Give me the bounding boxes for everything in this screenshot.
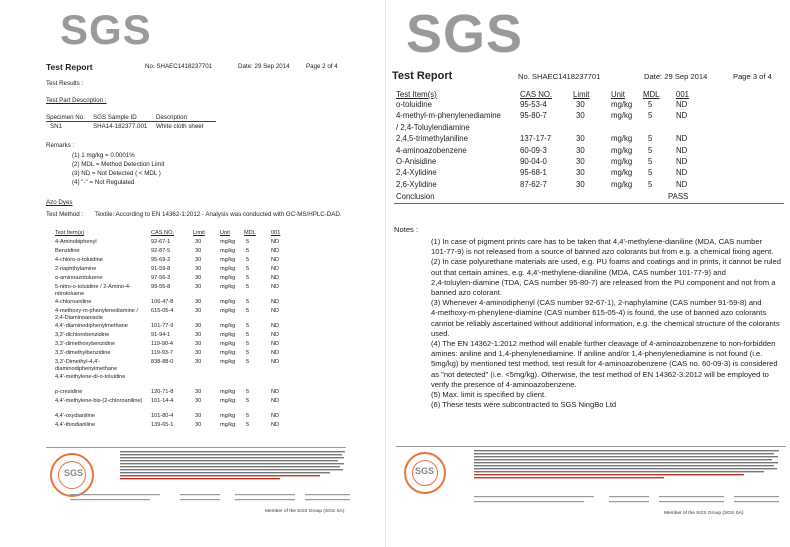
cell-limit: 30: [195, 299, 202, 305]
cell-cas: 101-77-9: [151, 323, 174, 329]
cell-limit: 30: [195, 284, 202, 290]
cell-cas: 97-56-3: [151, 275, 171, 281]
col-header: Unit: [220, 230, 230, 236]
table-header-row: [0, 230, 385, 238]
cell-mdl: 5: [648, 134, 653, 144]
cell-res: ND: [271, 389, 280, 395]
cell-limit: 30: [195, 248, 202, 254]
sample-id: SHA14-182377.001: [93, 123, 148, 130]
notes-label: Notes :: [394, 225, 419, 234]
table-row: [0, 239, 385, 247]
cell-item: 4-methoxy-m-phenylenediamine / 2,4-Diaminoanisole: [55, 308, 139, 321]
cell-res: ND: [676, 100, 688, 109]
col-header: Test Item(s): [396, 90, 437, 99]
sgs-logo: SGS: [406, 4, 524, 64]
sgs-logo: SGS: [60, 6, 152, 53]
cell-unit: mg/kg: [220, 413, 236, 419]
report-date: Date: 29 Sep 2014: [644, 72, 708, 81]
cell-item: O-Anisidine: [396, 157, 437, 166]
cell-mdl: 5: [246, 359, 250, 365]
cell-limit: 30: [195, 359, 202, 365]
page-number: Page 2 of 4: [306, 63, 338, 70]
cell-res: ND: [271, 341, 280, 347]
cell-mdl: 5: [648, 168, 653, 178]
cell-res: ND: [676, 157, 688, 166]
method-label: Test Method :: [46, 211, 84, 218]
cell-unit: mg/kg: [611, 134, 633, 144]
specimen-no: SN1: [50, 123, 63, 130]
conclusion-value: PASS: [668, 192, 689, 201]
cell-unit: mg/kg: [611, 100, 633, 109]
note-line: (4) The EN 14362-1:2012 method will enable further cleavage of 4-aminoazobenzene to non-forbidden: [431, 339, 776, 348]
cell-mdl: 5: [246, 398, 250, 404]
cell-mdl: 5: [246, 275, 250, 281]
note-line: amines: aniline and 1,4-phenylenediamine. If aniline and/or 1,4-phenylenediamine is not found (i.e.: [431, 349, 763, 359]
cell-res: ND: [271, 299, 280, 305]
cell-res: ND: [271, 266, 280, 272]
cell-res: ND: [676, 111, 688, 121]
cell-cas: 60-09-3: [520, 145, 547, 155]
note-line: used.: [431, 328, 450, 338]
cell-cas: 838-88-0: [151, 359, 174, 365]
cell-mdl: 5: [648, 157, 653, 166]
cell-item: 3,3'-dichlorobenzidine: [55, 332, 110, 338]
cell-mdl: 5: [648, 179, 653, 189]
col-header: Unit: [611, 90, 625, 99]
cell-unit: mg/kg: [220, 332, 236, 338]
col-header: Test Item(s): [55, 230, 85, 236]
cell-res: ND: [271, 239, 280, 245]
cell-cas: 101-14-4: [151, 398, 174, 404]
cell-cas: 91-59-8: [151, 266, 171, 272]
cell-mdl: 5: [648, 100, 653, 109]
col-header: CAS NO.: [520, 90, 553, 99]
col-header: Limit: [573, 90, 590, 99]
cell-unit: mg/kg: [220, 341, 236, 347]
note-line: (1) In case of pigment prints care has to be taken that 4,4'-methylene-dianiline (MDA, CAS number: [431, 237, 763, 246]
table-row: [0, 323, 385, 331]
sample-description: White cloth sheet: [156, 123, 204, 130]
cell-mdl: 5: [246, 248, 250, 254]
table-row: [0, 266, 385, 274]
cell-item: 2,6-Xylidine: [396, 179, 437, 189]
cell-unit: mg/kg: [220, 239, 236, 245]
method-text: Textile: According to EN 14362-1:2012 - Analysis was conducted with GC-MS/HPLC-DAD.: [95, 211, 342, 218]
cell-item: 4-Aminobiphenyl: [55, 239, 97, 245]
stamp-logo-text: SGS: [415, 466, 435, 476]
cell-cas: 119-93-7: [151, 350, 173, 356]
cell-unit: mg/kg: [611, 168, 633, 178]
cell-unit: mg/kg: [220, 299, 236, 305]
table-row: [0, 248, 385, 256]
cell-mdl: 5: [246, 389, 250, 395]
cell-mdl: 5: [246, 284, 250, 290]
stamp-logo-text: SGS: [64, 468, 84, 478]
cell-res: ND: [676, 168, 688, 178]
cell-cas: 119-90-4: [151, 341, 173, 347]
cell-res: ND: [676, 134, 688, 144]
cell-item: 4,4'-methylene-bis-(2-chloroaniline): [55, 398, 143, 404]
page-title: Test Report: [392, 70, 453, 82]
remark-item: (2) MDL = Method Detection Limit: [72, 161, 165, 168]
page-number: Page 3 of 4: [733, 72, 772, 81]
member-line: Member of the SGS Group (SGS SA): [664, 511, 744, 516]
cell-item: 3,3'-dimethylbenzidine: [55, 350, 111, 356]
cell-mdl: 5: [246, 299, 250, 305]
cell-item: 4-methyl-m-phenylenediamine: [396, 111, 501, 121]
cell-mdl: 5: [246, 332, 250, 338]
note-line: 5mg/kg) by mentioned test method, test result for 4-aminoazobenzene (CAS no. 60-09-3) is considered: [431, 359, 778, 369]
report-date: Date: 29 Sep 2014: [238, 63, 290, 70]
table-row: [0, 422, 385, 430]
cell-mdl: 5: [246, 257, 250, 263]
cell-res: ND: [271, 308, 280, 314]
section-title: Azo Dyes: [46, 199, 73, 206]
cell-limit: 30: [195, 398, 202, 404]
table-row: [0, 284, 385, 297]
specimen-header: Specimen No.: [46, 114, 85, 121]
cell-res: ND: [271, 323, 280, 329]
cell-res: ND: [271, 422, 280, 428]
cell-limit: 30: [195, 308, 202, 314]
cell-res: ND: [271, 413, 280, 419]
note-line: verify the presence of 4-aminoazobenzene.: [431, 379, 577, 389]
cell-unit: mg/kg: [220, 323, 236, 329]
cell-cas: 95-68-1: [520, 168, 547, 178]
cell-item: 3,3'-Dimethyl-4,4'-diaminodiphenylmethane: [55, 359, 118, 372]
table-row: [0, 308, 385, 321]
cell-unit: mg/kg: [220, 389, 236, 395]
cell-limit: 30: [576, 134, 585, 144]
cell-limit: 30: [195, 422, 202, 428]
note-line: (6) These tests were subcontracted to SGS NingBo Ltd: [431, 400, 617, 410]
cell-item: 3,3'-dimethoxybenzidine: [55, 341, 116, 347]
report-number: No. SHAEC1418237701: [145, 63, 213, 70]
table-row: [0, 413, 385, 421]
cell-item: 2,4-Xylidine: [396, 168, 437, 178]
address-lines: [70, 493, 350, 505]
cell-mdl: 5: [246, 350, 250, 356]
cell-mdl: 5: [246, 422, 250, 428]
legal-fine-print: [120, 450, 345, 490]
cell-limit: 30: [195, 350, 202, 356]
table-row: [0, 398, 385, 406]
cell-cas: 106-47-8: [151, 299, 174, 305]
cell-item: 5-nitro-o-toluidine / 2-Amino-4-nitrotoluene: [55, 284, 131, 297]
cell-item: 4-chloro-o-toluidine: [55, 257, 103, 263]
cell-unit: mg/kg: [220, 284, 236, 290]
cell-unit: mg/kg: [220, 275, 236, 281]
cell-unit: mg/kg: [220, 398, 236, 404]
test-results-label: Test Results :: [46, 80, 84, 87]
cell-res: ND: [676, 145, 688, 155]
cell-cas: 139-65-1: [151, 422, 174, 428]
cell-limit: 30: [576, 179, 585, 189]
col-header: CAS NO.: [151, 230, 175, 236]
cell-cas: 615-05-4: [151, 308, 174, 314]
cell-limit: 30: [195, 323, 202, 329]
cell-item: p-cresidine: [55, 389, 83, 395]
cell-limit: 30: [195, 257, 202, 263]
cell-res: ND: [271, 257, 280, 263]
note-line: out that certain amines, e.g. 4,4'-methylene-dianiline (MDA, CAS number 101-77-9) and: [431, 267, 726, 277]
cell-cas: 120-71-8: [151, 389, 174, 395]
cell-unit: mg/kg: [220, 350, 236, 356]
note-line: (2) In case polyurethane materials are used, e.g. PU foams and coatings and in prints, it cannot be ruled: [431, 257, 781, 267]
cell-unit: mg/kg: [220, 248, 236, 254]
cell-mdl: 5: [246, 308, 250, 314]
report-page-2: [0, 0, 385, 547]
note-line: (3) Whenever 4-aminodiphenyl (CAS number 92-67-1), 2-naphylamine (CAS number 91-59-8) and: [431, 298, 762, 308]
note-line: cannot be reliably ascertained without additional information, e.g. the chemical structure of the colorants: [431, 318, 780, 328]
cell-item: 2,4,5-trimethylaniline: [396, 134, 468, 144]
report-number: No. SHAEC1418237701: [518, 72, 601, 81]
cell-cas: 95-80-7: [520, 111, 547, 121]
cell-unit: mg/kg: [611, 179, 633, 189]
cell-unit: mg/kg: [611, 145, 633, 155]
table-row: [0, 332, 385, 340]
cell-item: 2-naphthylamine: [55, 266, 97, 272]
cell-res: ND: [271, 332, 280, 338]
note-line: 2,4-toluylen-diamine (TDA, CAS number 95-80-7) are released from the PU component and not from a: [431, 277, 776, 287]
cell-limit: 30: [195, 239, 202, 245]
cell-limit: 30: [576, 168, 585, 178]
cell-item: o-aminoazotoluene: [55, 275, 103, 281]
col-header: MDL: [244, 230, 256, 236]
cell-mdl: 5: [246, 323, 250, 329]
cell-mdl: 5: [246, 266, 250, 272]
table-row: [0, 389, 385, 397]
cell-res: ND: [271, 350, 280, 356]
cell-limit: 30: [195, 275, 202, 281]
col-header: MDL: [643, 90, 660, 99]
cell-limit: 30: [195, 389, 202, 395]
cell-mdl: 5: [246, 413, 250, 419]
cell-unit: mg/kg: [220, 266, 236, 272]
test-part-label: Test Part Description :: [46, 97, 107, 104]
cell-cas: 99-55-8: [151, 284, 171, 290]
table-row: [0, 341, 385, 349]
note-line: 101-77-9) is not released from a source of banned azo colorants but from e.g. a chemical fixing agent.: [431, 247, 774, 257]
cell-cas: 92-87-5: [151, 248, 171, 254]
cell-cas: 137-17-7: [520, 134, 552, 144]
cell-limit: 30: [195, 413, 202, 419]
cell-res: ND: [271, 398, 280, 404]
cell-unit: mg/kg: [220, 359, 236, 365]
cell-cas: 90-04-0: [520, 157, 547, 166]
note-line: 4-methoxy-m-phenylene-diamine (CAS number 615-05-4) is found, the use of banned azo colorants: [431, 308, 767, 318]
remarks-label: Remarks :: [46, 142, 75, 149]
cell-cas: 101-80-4: [151, 413, 174, 419]
cell-limit: 30: [576, 145, 585, 155]
page-title: Test Report: [46, 62, 93, 72]
table-row: [0, 299, 385, 307]
cell-mdl: 5: [246, 341, 250, 347]
cell-limit: 30: [576, 100, 585, 109]
sample-id-header: SGS Sample ID: [93, 114, 137, 121]
cell-item: / 2,4-Toluylendiamine: [396, 122, 470, 132]
cell-cas: 92-67-1: [151, 239, 171, 245]
cell-limit: 30: [195, 341, 202, 347]
cell-unit: mg/kg: [611, 111, 633, 121]
cell-unit: mg/kg: [220, 422, 236, 428]
table-row: [0, 359, 385, 372]
cell-mdl: 5: [246, 239, 250, 245]
report-page-3: [385, 0, 790, 547]
note-line: banned azo colorant.: [431, 288, 502, 297]
cell-item: 4,4'-oxydianiline: [55, 413, 95, 419]
cell-cas: 87-62-7: [520, 179, 547, 189]
remark-item: (3) ND = Not Detected ( < MDL ): [72, 170, 161, 177]
col-header: 001: [676, 90, 690, 99]
cell-cas: 91-94-1: [151, 332, 171, 338]
cell-item: 4-aminoazobenzene: [396, 145, 467, 155]
cell-limit: 30: [576, 111, 585, 121]
table-row: [0, 257, 385, 265]
cell-mdl: 5: [648, 145, 653, 155]
cell-limit: 30: [576, 157, 585, 166]
col-header: Limit: [193, 230, 205, 236]
cell-unit: mg/kg: [220, 308, 236, 314]
table-row: [0, 350, 385, 358]
cell-limit: 30: [195, 332, 202, 338]
cell-cas: 95-53-4: [520, 100, 547, 109]
cell-cas: 95-69-2: [151, 257, 171, 263]
cell-res: ND: [271, 248, 280, 254]
cell-item: 4-chloroaniline: [55, 299, 92, 305]
conclusion-label: Conclusion: [396, 192, 435, 201]
note-line: (5) Max. limit is specified by client.: [431, 390, 547, 399]
cell-mdl: 5: [648, 111, 653, 121]
address-lines: [474, 495, 779, 507]
cell-res: ND: [271, 359, 280, 365]
cell-limit: 30: [195, 266, 202, 272]
note-line: as "not detected" (i.e. <5mg/kg). Otherwise, the test method of EN 14362-3:2012 will be employed to: [431, 369, 769, 379]
cell-item: 4,4'-diaminodiphenylmethane: [55, 323, 128, 329]
member-line: Member of the SGS Group (SGS SA): [265, 509, 345, 514]
cell-res: ND: [676, 179, 688, 189]
remark-item: (4) "-" = Not Regulated: [72, 179, 135, 186]
cell-item: o-toluidine: [396, 100, 432, 109]
col-header: 001: [271, 230, 281, 236]
cell-res: ND: [271, 284, 280, 290]
cell-item: 4,4'-thiodianiline: [55, 422, 96, 428]
legal-fine-print: [474, 449, 779, 493]
remark-item: (1) 1 mg/kg = 0.0001%: [72, 152, 135, 159]
cell-item: 4,4'-methylene-di-o-toluidine: [55, 374, 126, 380]
cell-unit: mg/kg: [611, 157, 633, 166]
table-row: [0, 275, 385, 283]
cell-res: ND: [271, 275, 280, 281]
description-header: Description: [156, 114, 187, 121]
table-row: [0, 374, 385, 382]
cell-item: Benzidine: [55, 248, 80, 254]
cell-unit: mg/kg: [220, 257, 236, 263]
